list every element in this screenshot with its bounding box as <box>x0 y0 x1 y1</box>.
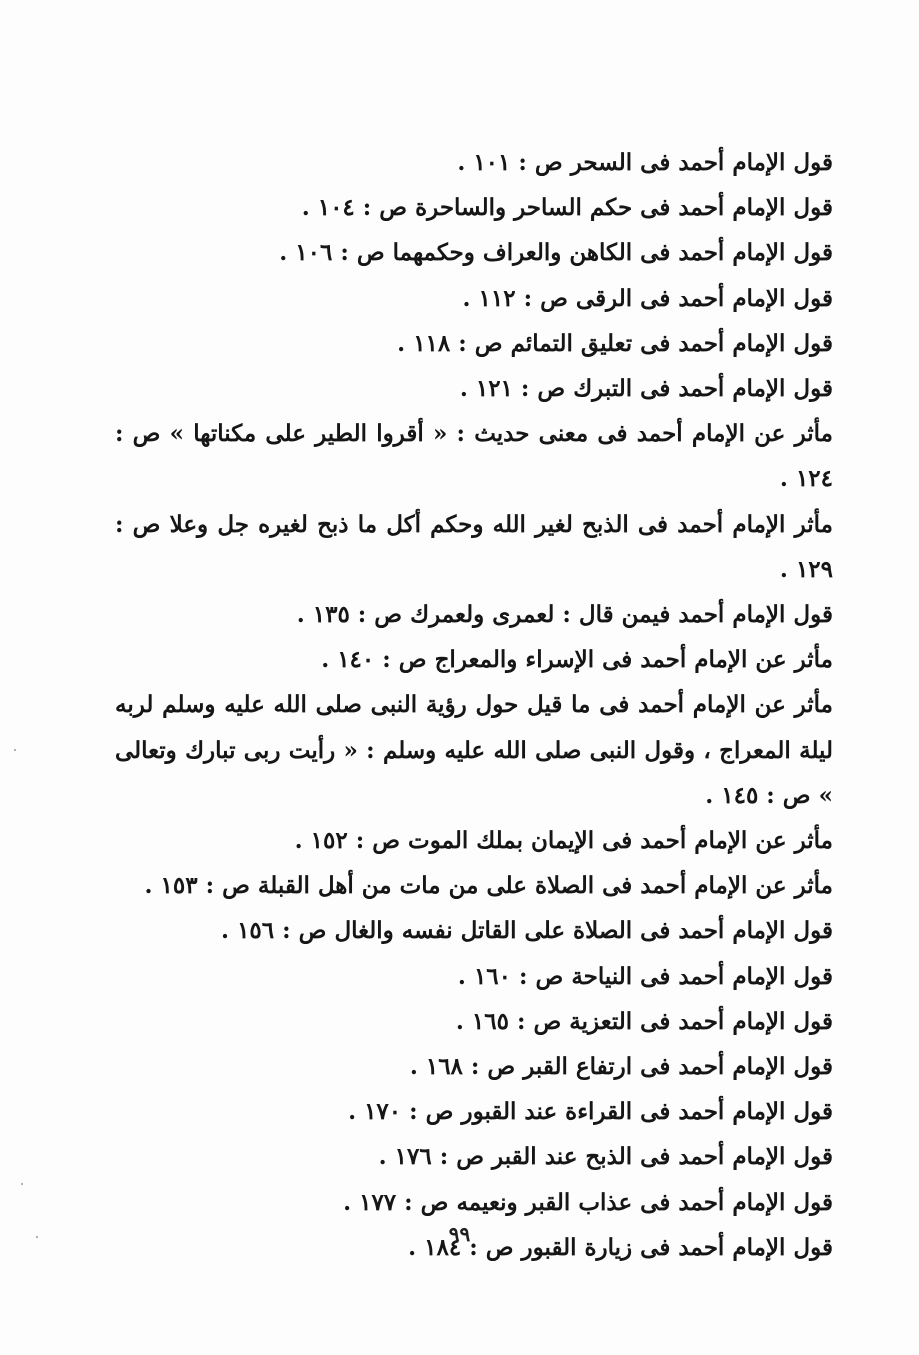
index-entry: قول الإمام أحمد فى حكم الساحر والساحرة ص : ١٠٤ . <box>301 194 833 222</box>
index-entry: قول الإمام أحمد فى تعليق التمائم ص : ١١٨ . <box>397 329 833 357</box>
index-entry: مأثر عن الإمام أحمد فى الإسراء والمعراج ص : ١٤٠ . <box>321 646 833 674</box>
index-entry: مأثر عن الإمام أحمد فى ما قيل حول رؤية النبى صلى الله عليه وسلم لربه ليلة المعراج ، وقول النبى صلى الله عليه وسلم : « رأيت ربى تبارك وتعالى » ص : ١٤٥ . <box>115 691 833 809</box>
index-entries <box>115 140 833 1270</box>
index-entry: قول الإمام أحمد فيمن قال : لعمرى ولعمرك ص : ١٣٥ . <box>296 601 833 629</box>
index-entry: قول الإمام أحمد فى الكاهن والعراف وحكمهما ص : ١٠٦ . <box>279 239 833 267</box>
page-number: ٩٩ <box>448 1222 471 1246</box>
index-entry: قول الإمام أحمد فى الذبح عند القبر ص : ١٧٦ . <box>378 1143 833 1171</box>
scan-speck <box>21 1183 23 1185</box>
index-entry: مأثر عن الإمام أحمد فى الإيمان بملك الموت ص : ١٥٢ . <box>294 827 833 855</box>
index-entry: قول الإمام أحمد فى ارتفاع القبر ص : ١٦٨ . <box>409 1053 833 1081</box>
scan-speck <box>14 749 16 751</box>
index-entry: قول الإمام أحمد فى زيارة القبور ص : ١٨٤ . <box>408 1233 833 1261</box>
index-entry: قول الإمام أحمد فى الرقى ص : ١١٢ . <box>462 284 833 312</box>
index-entry: قول الإمام أحمد فى القراءة عند القبور ص : ١٧٠ . <box>348 1098 833 1126</box>
index-entry: مأثر عن الإمام أحمد فى معنى حديث : « أقروا الطير على مكناتها » ص : ١٢٤ . <box>115 420 833 493</box>
index-entry: قول الإمام أحمد فى السحر ص : ١٠١ . <box>457 149 833 176</box>
index-entry: مأثر عن الإمام أحمد فى الصلاة على من مات من أهل القبلة ص : ١٥٣ . <box>144 872 833 900</box>
index-entry: قول الإمام أحمد فى التعزية ص : ١٦٥ . <box>455 1007 833 1035</box>
scan-speck <box>36 1236 38 1238</box>
index-entry: قول الإمام أحمد فى التبرك ص : ١٢١ . <box>459 375 833 403</box>
index-entry: قول الإمام أحمد فى عذاب القبر ونعيمه ص : ١٧٧ . <box>343 1188 833 1216</box>
index-entry: مأثر الإمام أحمد فى الذبح لغير الله وحكم أكل ما ذبح لغيره جل وعلا ص : ١٢٩ . <box>115 510 833 583</box>
index-entry: قول الإمام أحمد فى الصلاة على القاتل نفسه والغال ص : ١٥٦ . <box>221 917 833 945</box>
index-entry: قول الإمام أحمد فى النياحة ص : ١٦٠ . <box>457 962 833 990</box>
